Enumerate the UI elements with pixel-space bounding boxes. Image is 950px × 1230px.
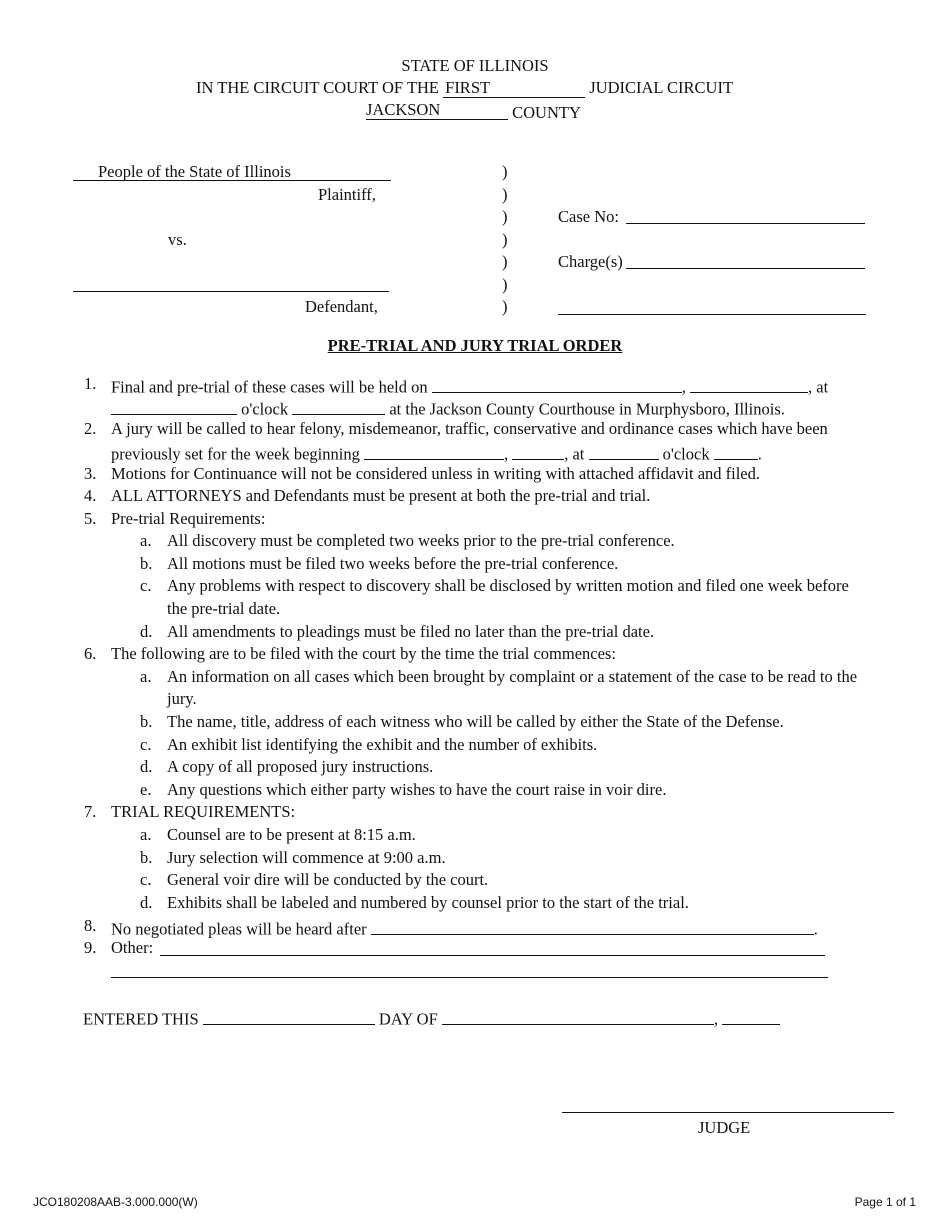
hearing-time-field[interactable] bbox=[111, 398, 237, 415]
item-number: 9. bbox=[84, 938, 97, 957]
case-number-label: Case No: bbox=[558, 207, 619, 226]
subitem-letter: a. bbox=[140, 531, 152, 550]
caption-paren: ) bbox=[502, 297, 508, 316]
caption-paren: ) bbox=[502, 185, 508, 204]
oclock-label: o'clock bbox=[241, 399, 289, 419]
item-3-text: Motions for Continuance will not be considered unless in writing with attached affidavit and filed. bbox=[111, 464, 761, 483]
week-year-field[interactable] bbox=[512, 443, 564, 460]
county-value: JACKSON bbox=[366, 100, 441, 119]
item-2-line2 bbox=[111, 443, 762, 463]
court-state-heading: STATE OF ILLINOIS bbox=[401, 56, 549, 75]
subitem-letter: d. bbox=[140, 757, 153, 776]
item-5-text: Pre-trial Requirements: bbox=[111, 509, 266, 528]
subitem-letter: b. bbox=[140, 848, 153, 867]
week-beginning-field[interactable] bbox=[364, 443, 504, 460]
subitem-letter: c. bbox=[140, 870, 152, 889]
item-7a-text: Counsel are to be present at 8:15 a.m. bbox=[167, 825, 416, 844]
item-number: 1. bbox=[84, 374, 97, 393]
entered-month-field[interactable] bbox=[442, 1008, 714, 1025]
form-id: JCO180208AAB-3.000.000(W) bbox=[33, 1195, 198, 1209]
item-8-text: No negotiated pleas will be heard after bbox=[111, 919, 367, 939]
subitem-letter: a. bbox=[140, 825, 152, 844]
item-7-text: TRIAL REQUIREMENTS: bbox=[111, 802, 296, 821]
jury-ampm-field[interactable] bbox=[714, 443, 758, 460]
court-circuit-line bbox=[196, 80, 733, 98]
item-number: 4. bbox=[84, 486, 97, 505]
entered-this-label: ENTERED THIS bbox=[83, 1009, 199, 1029]
page-number: Page 1 of 1 bbox=[854, 1195, 916, 1209]
item-6e-text: Any questions which either party wishes to have the court raise in voir dire. bbox=[167, 780, 667, 799]
subitem-letter: e. bbox=[140, 780, 152, 799]
negotiated-pleas-deadline-field[interactable] bbox=[371, 918, 814, 935]
defendant-name-field[interactable] bbox=[73, 291, 389, 292]
item-1-line2 bbox=[111, 398, 785, 418]
hearing-date-field[interactable] bbox=[432, 376, 682, 393]
comma: , bbox=[713, 1009, 718, 1029]
entered-day-field[interactable] bbox=[203, 1008, 375, 1025]
county-line bbox=[366, 102, 581, 120]
subitem-letter: c. bbox=[140, 735, 152, 754]
item-number: 6. bbox=[84, 644, 97, 663]
item-7c-text: General voir dire will be conducted by the court. bbox=[167, 870, 489, 889]
charges-field-line2[interactable] bbox=[558, 314, 866, 315]
item-5b-text: All motions must be filed two weeks before the pre-trial conference. bbox=[167, 554, 619, 573]
subitem-letter: a. bbox=[140, 667, 152, 686]
jury-time-field[interactable] bbox=[589, 443, 659, 460]
county-label: COUNTY bbox=[512, 103, 581, 122]
item-9-label: Other: bbox=[111, 938, 154, 957]
comma: , bbox=[681, 377, 686, 397]
entered-line bbox=[83, 1008, 780, 1028]
item-1-location: at the Jackson County Courthouse in Murphysboro, Illinois. bbox=[389, 399, 785, 419]
other-field-line2[interactable] bbox=[111, 977, 828, 978]
item-6a-line2: jury. bbox=[167, 689, 197, 708]
period: . bbox=[813, 919, 818, 939]
charges-field[interactable] bbox=[626, 268, 865, 269]
item-number: 8. bbox=[84, 916, 97, 935]
caption-paren: ) bbox=[502, 252, 508, 271]
subitem-letter: c. bbox=[140, 576, 152, 595]
subitem-letter: b. bbox=[140, 712, 153, 731]
item-number: 5. bbox=[84, 509, 97, 528]
item-1-line1 bbox=[111, 376, 828, 396]
item-1-text: Final and pre-trial of these cases will be held on bbox=[111, 377, 428, 397]
oclock-label: o'clock bbox=[662, 444, 710, 464]
county-field[interactable] bbox=[366, 102, 508, 120]
circuit-value: FIRST bbox=[445, 78, 491, 97]
judge-signature-line[interactable] bbox=[562, 1112, 894, 1113]
hearing-ampm-field[interactable] bbox=[292, 398, 385, 415]
judge-label: JUDGE bbox=[698, 1118, 751, 1137]
item-6b-text: The name, title, address of each witness who will be called by either the State of the Defense. bbox=[167, 712, 784, 731]
item-2-at: , at bbox=[564, 444, 585, 464]
item-number: 2. bbox=[84, 419, 97, 438]
plaintiff-label: Plaintiff, bbox=[318, 185, 376, 204]
item-4-text: ALL ATTORNEYS and Defendants must be present at both the pre-trial and trial. bbox=[111, 486, 651, 505]
subitem-letter: d. bbox=[140, 622, 153, 641]
caption-paren: ) bbox=[502, 162, 508, 181]
item-6d-text: A copy of all proposed jury instructions. bbox=[167, 757, 434, 776]
period: . bbox=[757, 444, 762, 464]
court-prefix: IN THE CIRCUIT COURT OF THE bbox=[196, 78, 440, 97]
caption-paren: ) bbox=[502, 275, 508, 294]
hearing-year-field[interactable] bbox=[690, 376, 808, 393]
item-5c-line1: Any problems with respect to discovery shall be disclosed by written motion and filed one week before bbox=[167, 576, 849, 595]
item-7b-text: Jury selection will commence at 9:00 a.m. bbox=[167, 848, 446, 867]
caption-paren: ) bbox=[502, 230, 508, 249]
subitem-letter: d. bbox=[140, 893, 153, 912]
item-2-line1: A jury will be called to hear felony, misdemeanor, traffic, conservative and ordinance cases which have been bbox=[111, 419, 828, 438]
item-1-at: , at bbox=[808, 377, 829, 397]
defendant-label: Defendant, bbox=[305, 297, 378, 316]
entered-year-field[interactable] bbox=[722, 1008, 780, 1025]
item-5d-text: All amendments to pleadings must be filed no later than the pre-trial date. bbox=[167, 622, 655, 641]
item-6c-text: An exhibit list identifying the exhibit and the number of exhibits. bbox=[167, 735, 598, 754]
circuit-suffix: JUDICIAL CIRCUIT bbox=[589, 78, 734, 97]
item-7d-text: Exhibits shall be labeled and numbered by counsel prior to the start of the trial. bbox=[167, 893, 689, 912]
subitem-letter: b. bbox=[140, 554, 153, 573]
charges-label: Charge(s) bbox=[558, 252, 623, 271]
caption-paren: ) bbox=[502, 207, 508, 226]
item-number: 3. bbox=[84, 464, 97, 483]
plaintiff-name: People of the State of Illinois bbox=[98, 162, 291, 181]
versus-label: vs. bbox=[168, 230, 187, 249]
item-6a-line1: An information on all cases which been brought by complaint or a statement of the case to be read to the bbox=[167, 667, 858, 686]
order-title: PRE-TRIAL AND JURY TRIAL ORDER bbox=[327, 336, 623, 355]
item-8-line bbox=[111, 918, 818, 938]
comma: , bbox=[503, 444, 509, 464]
item-6-text: The following are to be filed with the court by the time the trial commences: bbox=[111, 644, 616, 663]
circuit-field[interactable] bbox=[443, 80, 585, 98]
item-5a-text: All discovery must be completed two weeks prior to the pre-trial conference. bbox=[167, 531, 675, 550]
item-5c-line2: the pre-trial date. bbox=[167, 599, 281, 618]
case-number-field[interactable] bbox=[626, 223, 865, 224]
day-of-label: DAY OF bbox=[378, 1009, 438, 1029]
item-number: 7. bbox=[84, 802, 97, 821]
other-field-line1[interactable] bbox=[160, 955, 825, 956]
item-2-text: previously set for the week beginning bbox=[111, 444, 360, 464]
